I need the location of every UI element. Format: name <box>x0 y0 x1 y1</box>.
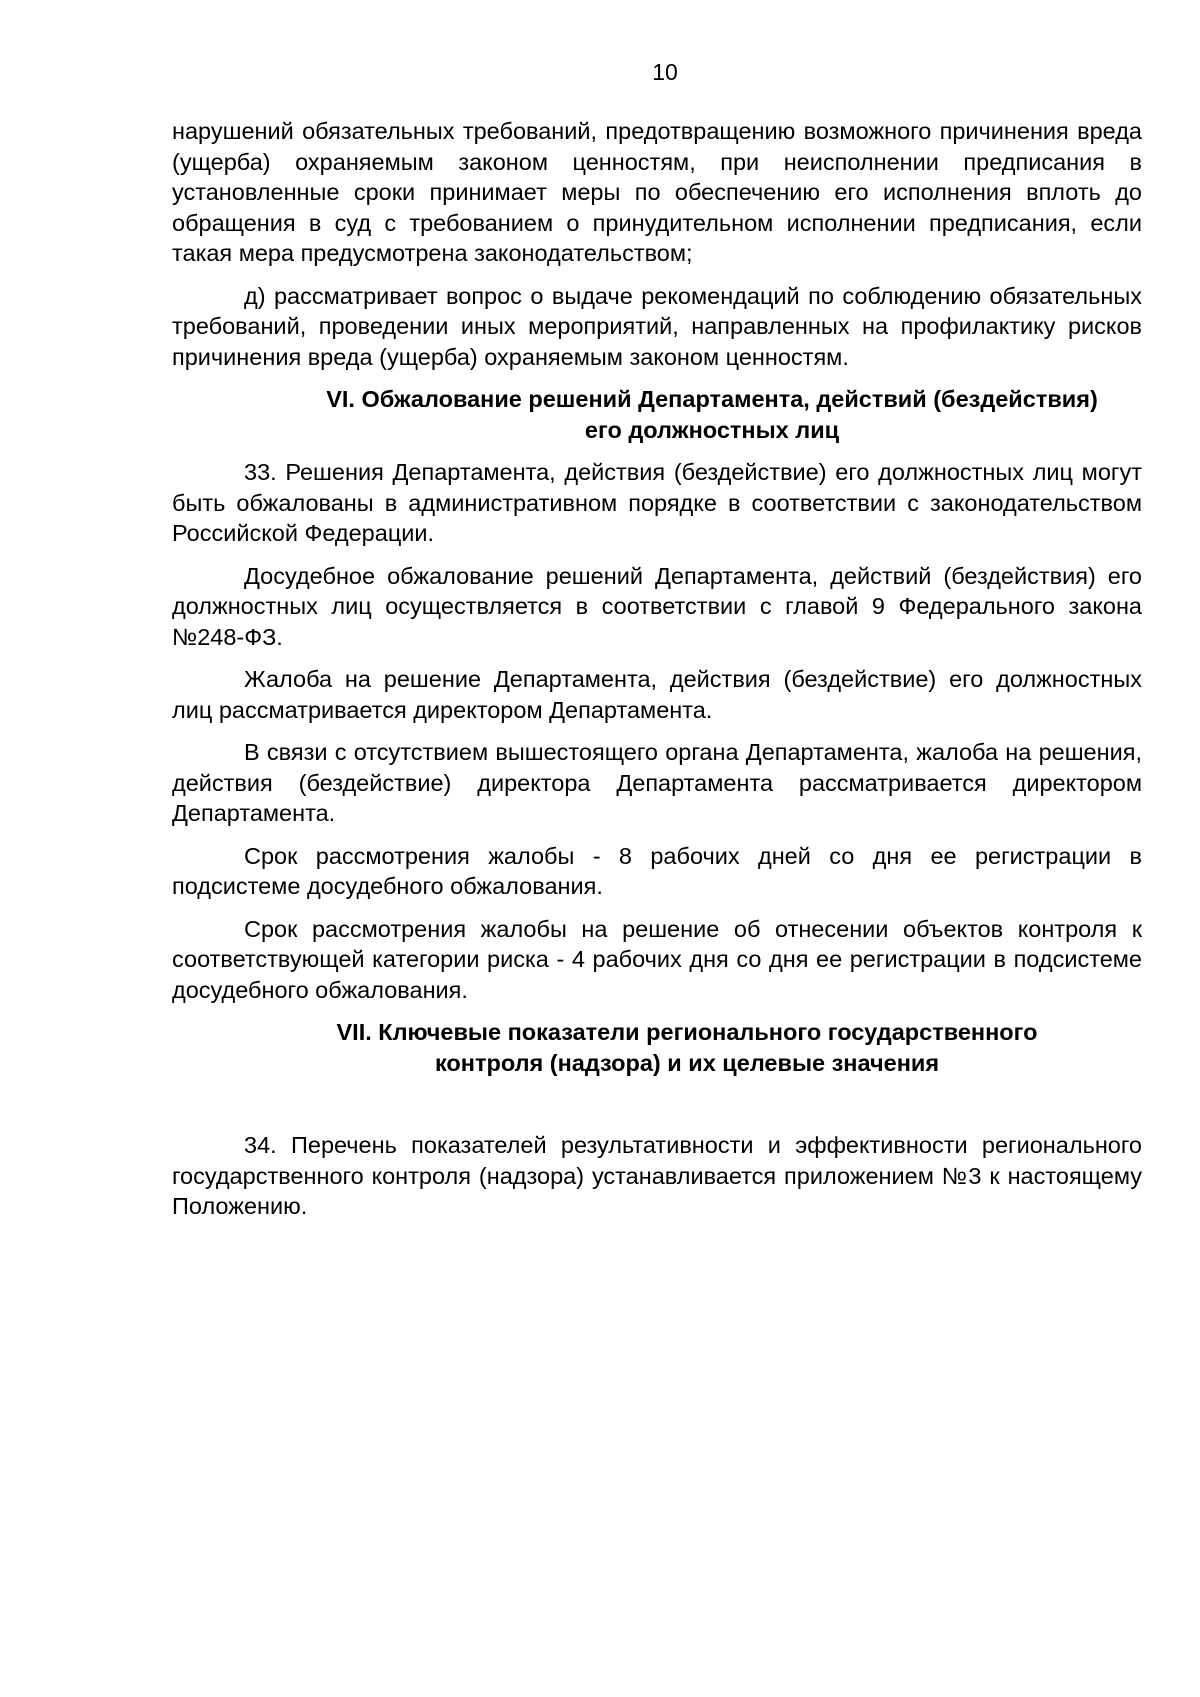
paragraph-review-period: Срок рассмотрения жалобы - 8 рабочих дней со дня ее регистрации в подсистеме досудебного обжалования. <box>172 842 1142 899</box>
paragraph-item-d: д) рассматривает вопрос о выдаче рекомендаций по соблюдению обязательных требований, проведении иных мероприятий, направленных на профилактику рисков причинения вреда (ущерба) охраняемым законом ценностям. <box>172 282 1142 370</box>
section-heading-vii <box>172 1017 1142 1078</box>
paragraph-no-superior-body: В связи с отсутствием вышестоящего органа Департамента, жалоба на решения, действия (бездействие) директора Департамента рассматривается директором Департамента. <box>172 739 1142 826</box>
section-heading-vi-line2: его должностных лиц <box>584 416 840 443</box>
page-number: 10 <box>652 59 678 85</box>
paragraph-33: 33. Решения Департамента, действия (бездействие) его должностных лиц могут быть обжалованы в административном порядке в соответствии с законодательством Российской Федерации. <box>172 459 1142 546</box>
section-heading-vii-line1: VII. Ключевые показатели регионального государственного <box>336 1019 1038 1045</box>
paragraph-pretrial-appeal: Досудебное обжалование решений Департамента, действий (бездействия) его должностных лиц осуществляется в соответствии с главой 9 Федерального закона №248-ФЗ. <box>172 562 1142 650</box>
section-heading-vi <box>172 384 1142 445</box>
section-heading-vii-line2: контроля (надзора) и их целевые значения <box>434 1049 940 1076</box>
section-heading-vi-line1: VI. Обжалование решений Департамента, действий (бездействия) <box>326 386 1098 412</box>
document-body <box>172 116 1142 1234</box>
paragraph-risk-category-review: Срок рассмотрения жалобы на решение об отнесении объектов контроля к соответствующей категории риска - 4 рабочих дня со дня ее регистрации в подсистеме досудебного обжалования. <box>172 915 1142 1003</box>
paragraph-continuation: нарушений обязательных требований, предотвращению возможного причинения вреда (ущерба) охраняемым законом ценностям, при неисполнении предписания в установленные сроки принимает меры по обеспечению его исполнения вплоть до обращения в суд с требованием о принудительном исполнении предписания, если такая мера предусмотрена законодательством; <box>172 118 1142 266</box>
paragraph-complaint: Жалоба на решение Департамента, действия (бездействие) его должностных лиц рассматривается директором Департамента. <box>172 666 1142 723</box>
paragraph-34: 34. Перечень показателей результативности и эффективности регионального государственного контроля (надзора) устанавливается приложением №3 к настоящему Положению. <box>172 1132 1142 1219</box>
